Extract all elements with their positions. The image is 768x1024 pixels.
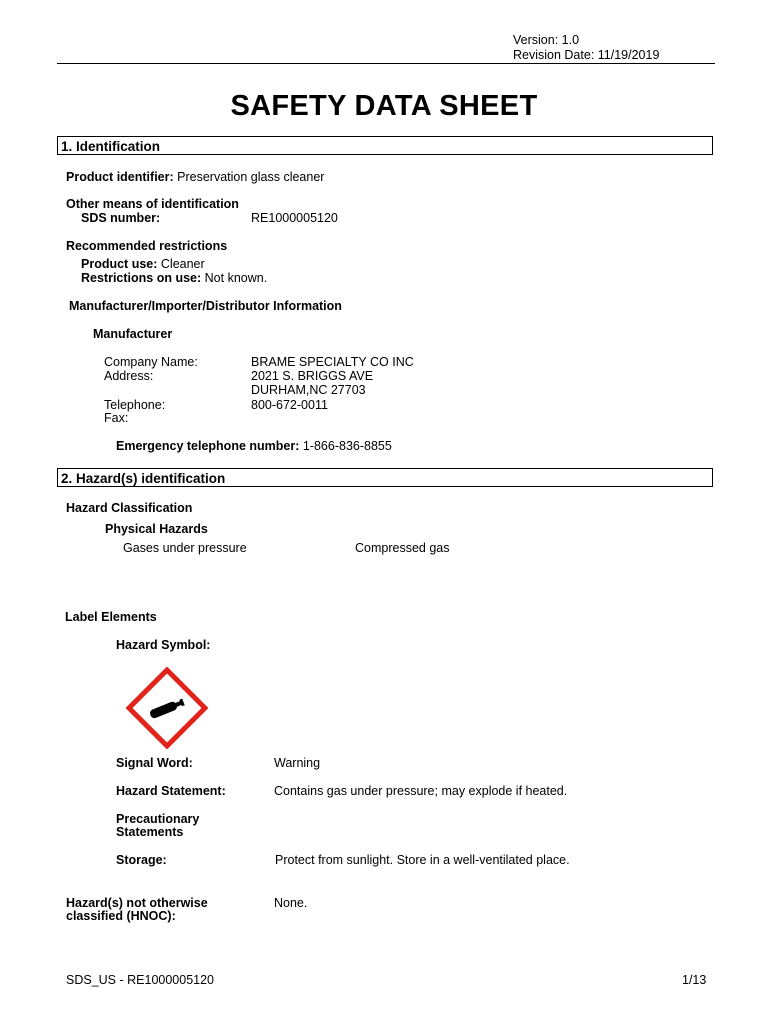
- footer-page-number: 1/13: [682, 973, 707, 987]
- product-identifier-value: Preservation glass cleaner: [177, 170, 325, 184]
- hazard-class-value: Gases under pressure: [123, 541, 247, 555]
- emergency-telephone-value: 1-866-836-8855: [302, 439, 392, 453]
- product-use-value: Cleaner: [160, 257, 205, 271]
- product-identifier-row: [66, 170, 324, 184]
- address-line1: 2021 S. BRIGGS AVE: [251, 369, 374, 383]
- other-means-label: Other means of identification: [66, 197, 239, 211]
- section-2-heading-text: 2. Hazard(s) identification: [61, 471, 226, 486]
- page-title: SAFETY DATA SHEET: [230, 90, 538, 122]
- signal-word-label: Signal Word:: [116, 756, 193, 770]
- precautionary-label-line1: Precautionary: [116, 812, 200, 826]
- physical-hazards-label: Physical Hazards: [105, 522, 208, 536]
- hazard-category-value: Compressed gas: [355, 541, 450, 555]
- hazard-statement-label: Hazard Statement:: [116, 784, 226, 798]
- gas-cylinder-icon: [126, 667, 208, 749]
- header-divider: [57, 63, 715, 64]
- version-text: Version: 1.0: [513, 33, 580, 47]
- revision-date-text: Revision Date: 11/19/2019: [513, 48, 660, 62]
- section-1-heading: [57, 136, 713, 155]
- precautionary-label-line2: Statements: [116, 825, 184, 839]
- storage-value: Protect from sunlight. Store in a well-ventilated place.: [275, 853, 570, 867]
- hnoc-label-line2: classified (HNOC):: [66, 909, 176, 923]
- hazard-classification-label: Hazard Classification: [66, 501, 193, 515]
- product-use-row: [81, 257, 205, 271]
- manufacturer-info-label: Manufacturer/Importer/Distributor Information: [69, 299, 342, 313]
- emergency-telephone-label: Emergency telephone number:: [116, 439, 300, 453]
- section-1-heading-text: 1. Identification: [61, 139, 161, 154]
- telephone-label: Telephone:: [104, 398, 166, 412]
- footer-doc-id: SDS_US - RE1000005120: [66, 973, 215, 987]
- hazard-statement-value: Contains gas under pressure; may explode if heated.: [274, 784, 568, 798]
- manufacturer-label: Manufacturer: [93, 327, 173, 341]
- hazard-symbol-label: Hazard Symbol:: [116, 638, 211, 652]
- signal-word-value: Warning: [274, 756, 321, 770]
- company-name-label: Company Name:: [104, 355, 198, 369]
- restrictions-label: Restrictions on use:: [81, 271, 202, 285]
- telephone-value: 800-672-0011: [251, 398, 328, 412]
- restrictions-value: Not known.: [204, 271, 268, 285]
- address-label: Address:: [104, 369, 154, 383]
- hnoc-value: None.: [274, 896, 308, 910]
- emergency-telephone-row: [116, 439, 392, 453]
- product-identifier-label: Product identifier:: [66, 170, 174, 184]
- storage-label: Storage:: [116, 853, 167, 867]
- hnoc-label-line1: Hazard(s) not otherwise: [66, 896, 208, 910]
- product-use-label: Product use:: [81, 257, 158, 271]
- company-name-value: BRAME SPECIALTY CO INC: [251, 355, 414, 369]
- restrictions-row: [81, 271, 267, 285]
- recommended-restrictions-label: Recommended restrictions: [66, 239, 228, 253]
- address-line2: DURHAM,NC 27703: [251, 383, 366, 397]
- sds-number-label: SDS number:: [81, 211, 161, 225]
- sds-number-value: RE1000005120: [251, 211, 338, 225]
- section-2-heading: [57, 468, 713, 487]
- fax-label: Fax:: [104, 411, 129, 425]
- label-elements-label: Label Elements: [65, 610, 157, 624]
